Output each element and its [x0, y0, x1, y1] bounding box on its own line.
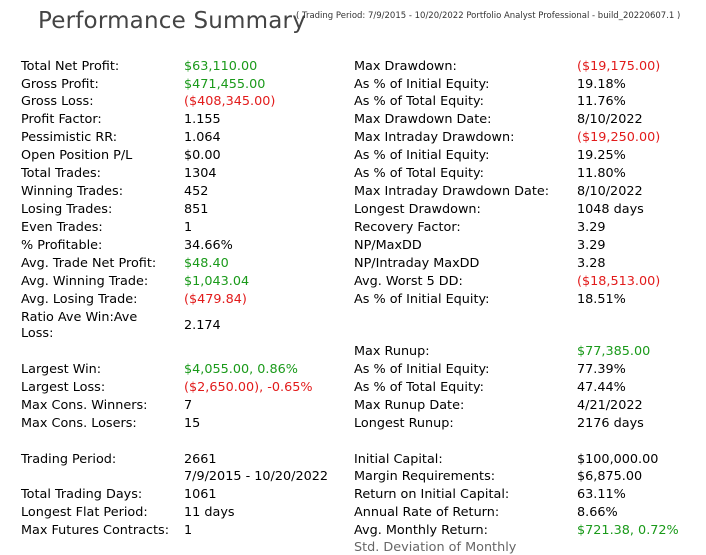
- max-runup-value: $77,385.00: [577, 344, 651, 359]
- total-net-profit-value: $63,110.00: [184, 59, 258, 74]
- annual-rate-value: 8.66%: [577, 505, 618, 520]
- largest-loss-pct: -0.65%: [267, 380, 313, 395]
- total-trading-days-label: Total Trading Days:: [21, 487, 143, 502]
- margin-req-value: $6,875.00: [577, 469, 643, 484]
- even-trades-label: Even Trades:: [21, 220, 103, 235]
- total-trading-days-value: 1061: [184, 487, 217, 502]
- avg-worst-5dd-label: Avg. Worst 5 DD:: [354, 274, 463, 289]
- max-cons-losers-value: 15: [184, 416, 201, 431]
- max-futures-contracts-label: Max Futures Contracts:: [21, 523, 170, 538]
- w5-pct-initial-value: 18.51%: [577, 292, 626, 307]
- profit-factor-label: Profit Factor:: [21, 112, 102, 127]
- np-intraday-maxdd-label: NP/Intraday MaxDD: [354, 256, 480, 271]
- margin-req-label: Margin Requirements:: [354, 469, 496, 484]
- trading-period-start: 7/9/2015: [184, 469, 242, 484]
- max-dd-date-label: Max Drawdown Date:: [354, 112, 492, 127]
- longest-runup-label: Longest Runup:: [354, 416, 454, 431]
- max-futures-contracts-value: 1: [184, 523, 193, 538]
- winning-trades-value: 452: [184, 184, 209, 199]
- idd-pct-total-label: As % of Total Equity:: [354, 166, 484, 181]
- max-dd-date-value: 8/10/2022: [577, 112, 643, 127]
- w5-pct-initial-label: As % of Initial Equity:: [354, 292, 490, 307]
- gross-loss-label: Gross Loss:: [21, 94, 94, 109]
- avg-winning-trade-value: $1,043.04: [184, 274, 250, 289]
- largest-win-label: Largest Win:: [21, 362, 102, 377]
- avg-losing-trade-value: ($479.84): [184, 292, 247, 307]
- gross-loss-value: ($408,345.00): [184, 94, 276, 109]
- largest-loss-value: [184, 380, 313, 395]
- avg-monthly-return-label: Avg. Monthly Return:: [354, 523, 488, 538]
- avg-trade-net-profit-value: $48.40: [184, 256, 229, 271]
- gross-profit-value: $471,455.00: [184, 77, 266, 92]
- ratio-win-loss-label-line1: Ratio Ave Win:Ave: [21, 310, 138, 325]
- max-runup-label: Max Runup:: [354, 344, 430, 359]
- trading-period-sep: -: [245, 469, 251, 484]
- total-trades-label: Total Trades:: [21, 166, 101, 181]
- recovery-factor-value: 3.29: [577, 220, 606, 235]
- max-idd-date-value: 8/10/2022: [577, 184, 643, 199]
- avg-losing-trade-label: Avg. Losing Trade:: [21, 292, 138, 307]
- pct-profitable-label: % Profitable:: [21, 238, 103, 253]
- longest-dd-label: Longest Drawdown:: [354, 202, 481, 217]
- dd-pct-total-value: 11.76%: [577, 94, 626, 109]
- trading-period-label: Trading Period:: [21, 452, 117, 467]
- max-cons-winners-value: 7: [184, 398, 193, 413]
- losing-trades-value: 851: [184, 202, 209, 217]
- np-maxdd-label: NP/MaxDD: [354, 238, 422, 253]
- ru-pct-total-label: As % of Total Equity:: [354, 380, 484, 395]
- winning-trades-label: Winning Trades:: [21, 184, 124, 199]
- max-intraday-dd-label: Max Intraday Drawdown:: [354, 130, 515, 145]
- max-runup-date-label: Max Runup Date:: [354, 398, 465, 413]
- page-title: Performance Summary: [38, 8, 307, 34]
- ru-pct-total-value: 47.44%: [577, 380, 626, 395]
- ratio-win-loss-value: 2.174: [184, 318, 221, 333]
- even-trades-value: 1: [184, 220, 193, 235]
- avg-trade-net-profit-label: Avg. Trade Net Profit:: [21, 256, 157, 271]
- return-initial-value: 63.11%: [577, 487, 626, 502]
- max-drawdown-value: ($19,175.00): [577, 59, 661, 74]
- np-maxdd-value: 3.29: [577, 238, 606, 253]
- idd-pct-initial-value: 19.25%: [577, 148, 626, 163]
- open-position-pl-label: Open Position P/L: [21, 148, 133, 163]
- initial-capital-value: $100,000.00: [577, 452, 659, 467]
- largest-loss-label: Largest Loss:: [21, 380, 106, 395]
- idd-pct-initial-label: As % of Initial Equity:: [354, 148, 490, 163]
- max-drawdown-label: Max Drawdown:: [354, 59, 457, 74]
- recovery-factor-label: Recovery Factor:: [354, 220, 461, 235]
- max-intraday-dd-value: ($19,250.00): [577, 130, 661, 145]
- idd-pct-total-value: 11.80%: [577, 166, 626, 181]
- page-subtitle: ( Trading Period: 7/9/2015 - 10/20/2022 Portfolio Analyst Professional - build_20220607.1 ): [296, 11, 681, 21]
- trading-period-value: 2661: [184, 452, 217, 467]
- pessimistic-rr-value: 1.064: [184, 130, 221, 145]
- max-cons-losers-label: Max Cons. Losers:: [21, 416, 137, 431]
- total-net-profit-label: Total Net Profit:: [21, 59, 120, 74]
- annual-rate-label: Annual Rate of Return:: [354, 505, 500, 520]
- longest-flat-period-label: Longest Flat Period:: [21, 505, 148, 520]
- open-position-pl-value: $0.00: [184, 148, 221, 163]
- trading-period-range: [184, 469, 328, 484]
- dd-pct-initial-label: As % of Initial Equity:: [354, 77, 490, 92]
- trading-period-end: 10/20/2022: [254, 469, 329, 484]
- dd-pct-total-label: As % of Total Equity:: [354, 94, 484, 109]
- longest-runup-value: 2176 days: [577, 416, 644, 431]
- return-initial-label: Return on Initial Capital:: [354, 487, 510, 502]
- pct-profitable-value: 34.66%: [184, 238, 233, 253]
- dd-pct-initial-value: 19.18%: [577, 77, 626, 92]
- gross-profit-label: Gross Profit:: [21, 77, 99, 92]
- std-monthly-label-clipped: Std. Deviation of Monthly: [354, 540, 517, 555]
- avg-monthly-return-value: $721.38, 0.72%: [577, 523, 679, 538]
- largest-win-value: $4,055.00, 0.86%: [184, 362, 298, 377]
- max-runup-date-value: 4/21/2022: [577, 398, 643, 413]
- total-trades-value: 1304: [184, 166, 217, 181]
- np-intraday-maxdd-value: 3.28: [577, 256, 606, 271]
- longest-dd-value: 1048 days: [577, 202, 644, 217]
- avg-worst-5dd-value: ($18,513.00): [577, 274, 661, 289]
- largest-loss-amount: ($2,650.00),: [184, 380, 264, 395]
- ratio-win-loss-label-line2: Loss:: [21, 326, 54, 341]
- losing-trades-label: Losing Trades:: [21, 202, 113, 217]
- ru-pct-initial-value: 77.39%: [577, 362, 626, 377]
- longest-flat-period-value: 11 days: [184, 505, 235, 520]
- max-cons-winners-label: Max Cons. Winners:: [21, 398, 148, 413]
- ru-pct-initial-label: As % of Initial Equity:: [354, 362, 490, 377]
- pessimistic-rr-label: Pessimistic RR:: [21, 130, 118, 145]
- avg-winning-trade-label: Avg. Winning Trade:: [21, 274, 149, 289]
- initial-capital-label: Initial Capital:: [354, 452, 443, 467]
- max-idd-date-label: Max Intraday Drawdown Date:: [354, 184, 550, 199]
- profit-factor-value: 1.155: [184, 112, 221, 127]
